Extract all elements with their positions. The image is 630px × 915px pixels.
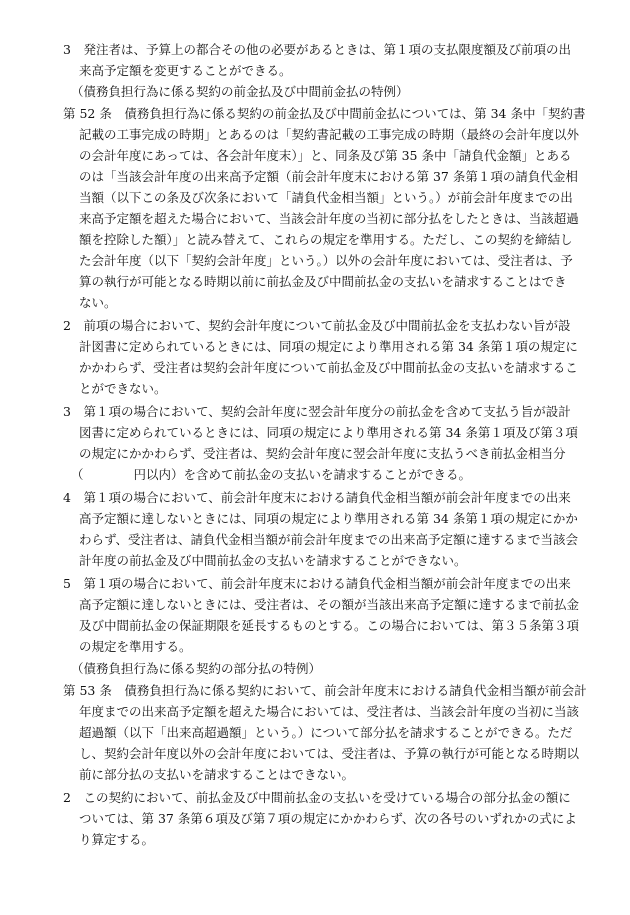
text-line: た会計年度（以下「契約会計年度」という。）以外の会計年度においては、受注者は、予 [79,253,573,268]
text-line: とができない。 [79,381,167,396]
text-line: 2 この契約において、前払金及び中間前払金の支払いを受けている場合の部分払金の額に [63,790,571,805]
text-line: 前に部分払の支払いを請求することはできない。 [79,767,355,782]
text-line: かかわらず、受注者は契約会計年度について前払金及び中間前払金の支払いを請求するこ [79,360,578,375]
article-53-heading: （債務負担行為に係る契約の部分払の特例） [71,661,322,676]
text-line: の規定を準用する。 [79,639,192,654]
text-line: 計図書に定められているときには、同項の規定により準用される第 34 条第１項の規定に [79,339,578,354]
text-line: の会計年度にあっては、各会計年度末）」と、同条及び第 35 条中「請負代金額」とある [79,148,572,163]
text-line: 計年度の前払金及び中間前払金の支払いを請求することができない。 [79,553,467,568]
text-line: 3 発注者は、予算上の都合その他の必要があるときは、第１項の支払限度額及び前項の出 [63,42,571,57]
text-line: 2 前項の場合において、契約会計年度について前払金及び中間前払金を支払わない旨が設 [63,318,571,333]
text-line: 超過額（以下「出来高超過額」という。）について部分払を請求することができる。ただ [79,725,573,740]
text-line: ついては、第 37 条第６項及び第７項の規定にかかわらず、次の各号のいずれかの式によ [79,811,577,826]
text-line: ない。 [79,295,117,310]
text-line: 算の執行が可能となる時期以前に前払金及び中間前払金の支払いを請求することはでき [79,274,567,289]
text-line: のは「当該会計年度の出来高予定額（前会計年度末における第 37 条第１項の請負代金相 [79,169,578,184]
text-line: 図書に定められているときには、同項の規定により準用される第 34 条第１項及び第３項 [79,425,578,440]
text-line: 高予定額に達しないときには、受注者は、その額が当該出来高予定額に達するまで前払金 [79,597,580,612]
text-line: し、契約会計年度以外の会計年度においては、受注者は、予算の執行が可能となる時期以 [79,746,580,761]
text-line: 来高予定額を超えた場合において、当該会計年度の当初に部分払をしたときは、当該超過 [79,211,579,226]
text-line: 第 52 条 債務負担行為に係る契約の前金払及び中間前金払については、第 34 条中「契約書 [63,106,586,121]
text-line: 年度までの出来高予定額を超えた場合においては、受注者は、当該会計年度の当初に当該 [79,704,580,719]
text-line: 第 53 条 債務負担行為に係る契約において、前会計年度末における請負代金相当額が前会計 [63,683,587,698]
text-line: （ 円以内）を含めて前払金の支払いを請求することができる。 [71,467,472,482]
article-52-heading: （債務負担行為に係る契約の前金払及び中間前金払の特例） [71,84,409,99]
text-line: わらず、受注者は、請負代金相当額が前会計年度までの出来高予定額に達するまで当該会 [79,532,579,547]
text-line: 及び中間前払金の保証期限を延長するものとする。この場合においては、第３５条第３項 [79,618,580,633]
text-line: り算定する。 [79,832,155,847]
text-line: 記載の工事完成の時期」とあるのは「契約書記載の工事完成の時期（最終の会計年度以外 [79,127,580,142]
text-line: 額を控除した額）」と読み替えて、これらの規定を準用する。ただし、この契約を締結し [79,232,573,247]
text-line: 来高予定額を変更することができる。 [79,63,292,78]
text-line: 5 第１項の場合において、前会計年度末における請負代金相当額が前会計年度までの出来 [63,576,571,591]
text-line: 高予定額に達しないときには、同項の規定により準用される第 34 条第１項の規定にかか [79,511,578,526]
text-line: 4 第１項の場合において、前会計年度末における請負代金相当額が前会計年度までの出来 [63,490,571,505]
text-line: 3 第１項の場合において、契約会計年度に翌会計年度分の前払金を含めて支払う旨が設計 [63,404,571,419]
text-line: 当額（以下この条及び次条において「請負代金相当額」という。）が前会計年度までの出 [79,190,573,205]
text-line: の規定にかかわらず、受注者は、契約会計年度に翌会計年度に支払うべき前払金相当分 [79,446,566,461]
